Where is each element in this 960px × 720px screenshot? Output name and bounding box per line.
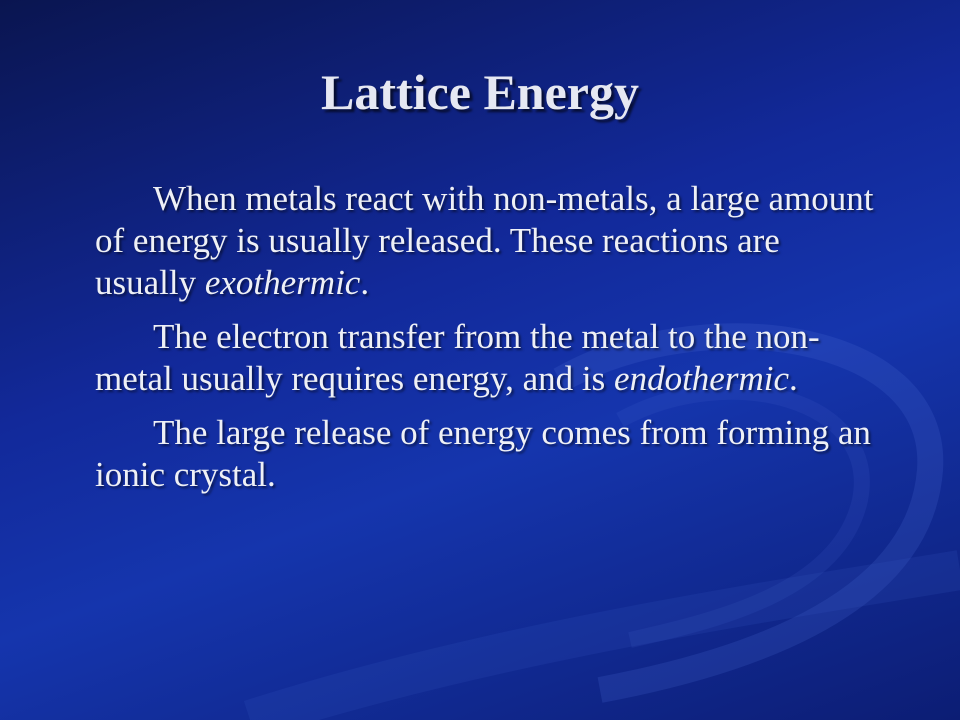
paragraph-text: The electron transfer from the metal to the non-metal usually requires energy, and is bbox=[95, 317, 820, 398]
paragraph-text: The large release of energy comes from forming an ionic crystal. bbox=[95, 413, 871, 494]
paragraph-ionic-crystal bbox=[95, 412, 885, 496]
paragraph-exothermic bbox=[95, 178, 885, 304]
slide-body bbox=[95, 178, 885, 508]
italic-term: exothermic bbox=[204, 263, 361, 302]
italic-term: endothermic bbox=[614, 359, 789, 398]
paragraph-punctuation: . bbox=[360, 263, 370, 302]
paragraph-endothermic bbox=[95, 316, 885, 400]
paragraph-text: When metals react with non-metals, a large amount of energy is usually released. These reactions are usually bbox=[95, 179, 874, 302]
slide-title: Lattice Energy bbox=[321, 64, 639, 120]
paragraph-punctuation: . bbox=[788, 359, 798, 398]
